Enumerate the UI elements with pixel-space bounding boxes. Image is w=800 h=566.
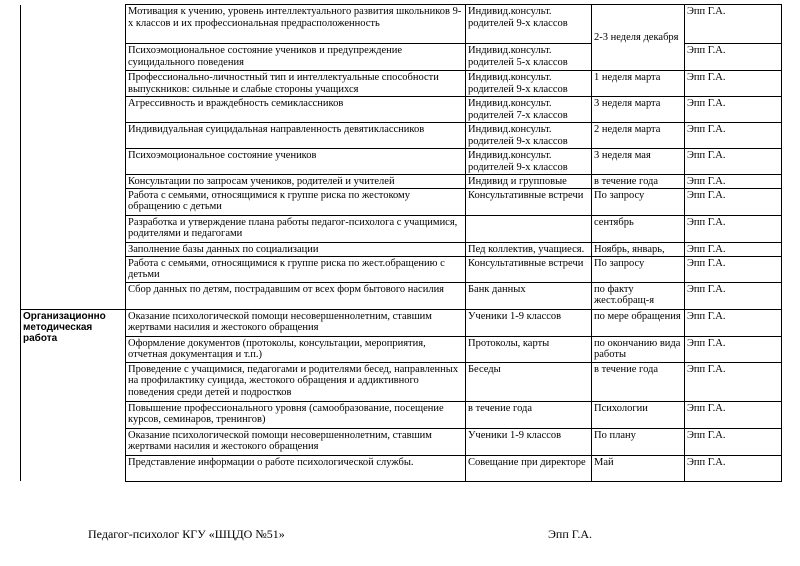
footer-position: Педагог-психолог КГУ «ШЦДО №51» (88, 527, 285, 541)
responsible-cell: Эпп Г.А. (685, 428, 782, 455)
topic-cell: Представление информации о работе психологической службы. (126, 455, 466, 481)
responsible-cell: Эпп Г.А. (685, 123, 782, 149)
table-row (21, 282, 782, 309)
date-cell: Ноябрь, январь, (592, 242, 685, 256)
topic-cell: Агрессивность и враждебность семиклассников (126, 97, 466, 123)
table-row (21, 71, 782, 97)
responsible-cell: Эпп Г.А. (685, 282, 782, 309)
form-cell: Индивид.консульт. родителей 9-х классов (466, 5, 592, 44)
responsible-cell: Эпп Г.А. (685, 362, 782, 401)
table-row (21, 123, 782, 149)
form-cell: в течение года (466, 401, 592, 428)
table-row (21, 401, 782, 428)
responsible-cell: Эпп Г.А. (685, 215, 782, 242)
topic-cell: Психоэмоциональное состояние учеников (126, 149, 466, 175)
responsible-cell: Эпп Г.А. (685, 455, 782, 481)
date-cell: по окончанию вида работы (592, 336, 685, 362)
table-row (21, 309, 782, 336)
responsible-cell: Эпп Г.А. (685, 149, 782, 175)
form-cell: Протоколы, карты (466, 336, 592, 362)
footer-signature-name: Эпп Г.А. (548, 527, 593, 541)
form-cell: Беседы (466, 362, 592, 401)
responsible-cell: Эпп Г.А. (685, 44, 782, 71)
responsible-cell: Эпп Г.А. (685, 401, 782, 428)
section-label: Организационно методическая работа (21, 309, 126, 481)
table-row (21, 97, 782, 123)
topic-cell: Профессионально-личностный тип и интеллектуальные способности выпускников: сильные и слабые стороны учащихся (126, 71, 466, 97)
table-row (21, 188, 782, 215)
responsible-cell: Эпп Г.А. (685, 242, 782, 256)
table-row (21, 149, 782, 175)
table-row (21, 242, 782, 256)
topic-cell: Психоэмоциональное состояние учеников и предупреждение суицидального поведения (126, 44, 466, 71)
form-cell (466, 215, 592, 242)
responsible-cell: Эпп Г.А. (685, 71, 782, 97)
topic-cell: Индивидуальная суицидальная направленность девятиклассников (126, 123, 466, 149)
form-cell: Индивид.консульт. родителей 9-х классов (466, 71, 592, 97)
date-cell: Май (592, 455, 685, 481)
form-cell: Пед коллектив, учащиеся. (466, 242, 592, 256)
topic-cell: Проведение с учащимися, педагогами и родителями бесед, направленных на профилактику суицида, жестокого обращения и аддиктивного поведения среди детей и подростков (126, 362, 466, 401)
form-cell: Консультативные встречи (466, 256, 592, 282)
topic-cell: Заполнение базы данных по социализации (126, 242, 466, 256)
form-cell: Совещание при директоре (466, 455, 592, 481)
date-cell: в течение года (592, 175, 685, 189)
date-cell: сентябрь (592, 215, 685, 242)
topic-cell: Работа с семьями, относящимися к группе риска по жест.обращению с детьми (126, 256, 466, 282)
form-cell: Ученики 1-9 классов (466, 428, 592, 455)
date-cell: По запросу (592, 188, 685, 215)
work-plan-table (20, 4, 782, 482)
topic-cell: Оформление документов (протоколы, консультации, мероприятия, отчетная документация и т.п.) (126, 336, 466, 362)
responsible-cell: Эпп Г.А. (685, 256, 782, 282)
form-cell: Индивид и групповые (466, 175, 592, 189)
table-row (21, 215, 782, 242)
date-cell: По плану (592, 428, 685, 455)
responsible-cell: Эпп Г.А. (685, 336, 782, 362)
date-cell: Психологии (592, 401, 685, 428)
table-row (21, 336, 782, 362)
responsible-cell: Эпп Г.А. (685, 5, 782, 44)
date-cell: по мере обращения (592, 309, 685, 336)
topic-cell: Работа с семьями, относящимися к группе риска по жестокому обращению с детьми (126, 188, 466, 215)
responsible-cell: Эпп Г.А. (685, 97, 782, 123)
topic-cell: Разработка и утверждение плана работы педагог-психолога с учащимися, родителями и педагогами (126, 215, 466, 242)
date-cell: 3 неделя мая (592, 149, 685, 175)
form-cell: Индивид.консульт. родителей 5-х классов (466, 44, 592, 71)
table-row (21, 455, 782, 481)
table-row (21, 175, 782, 189)
date-cell: по факту жест.обращ-я (592, 282, 685, 309)
form-cell: Консультативные встречи (466, 188, 592, 215)
topic-cell: Оказание психологической помощи несовершеннолетним, ставшим жертвами насилия и жестокого обращения (126, 428, 466, 455)
date-cell: в течение года (592, 362, 685, 401)
topic-cell: Сбор данных по детям, пострадавшим от всех форм бытового насилия (126, 282, 466, 309)
topic-cell: Повышение профессионального уровня (самообразование, посещение курсов, семинаров, тренингов) (126, 401, 466, 428)
responsible-cell: Эпп Г.А. (685, 188, 782, 215)
date-cell: 2-3 неделя декабря (592, 5, 685, 71)
table-row (21, 256, 782, 282)
form-cell: Индивид.консульт. родителей 9-х классов (466, 149, 592, 175)
form-cell: Банк данных (466, 282, 592, 309)
form-cell: Ученики 1-9 классов (466, 309, 592, 336)
table-row (21, 428, 782, 455)
date-cell: 1 неделя марта (592, 71, 685, 97)
table-row (21, 5, 782, 44)
form-cell: Индивид.консульт. родителей 7-х классов (466, 97, 592, 123)
date-cell: 2 неделя марта (592, 123, 685, 149)
table-row (21, 362, 782, 401)
topic-cell: Оказание психологической помощи несовершеннолетним, ставшим жертвами насилия и жестокого обращения (126, 309, 466, 336)
date-cell: 3 неделя марта (592, 97, 685, 123)
responsible-cell: Эпп Г.А. (685, 309, 782, 336)
topic-cell: Консультации по запросам учеников, родителей и учителей (126, 175, 466, 189)
responsible-cell: Эпп Г.А. (685, 175, 782, 189)
topic-cell: Мотивация к учению, уровень интеллектуального развития школьников 9-х классов и их профессиональная предрасположенность (126, 5, 466, 44)
date-cell: По запросу (592, 256, 685, 282)
form-cell: Индивид.консульт. родителей 9-х классов (466, 123, 592, 149)
section-cell-empty (21, 5, 126, 310)
